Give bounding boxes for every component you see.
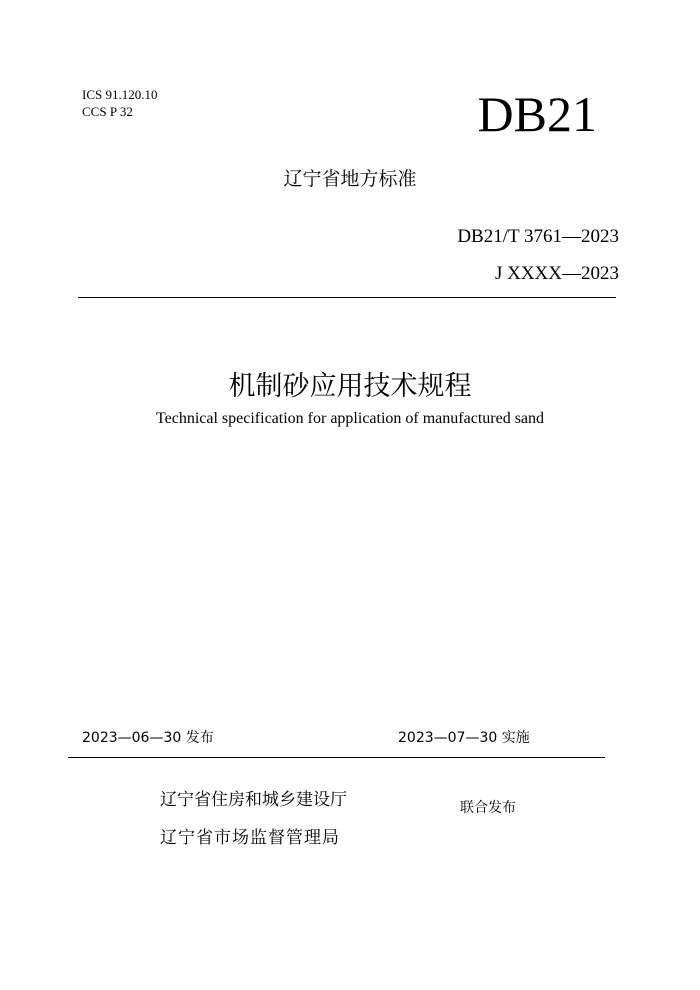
issuing-authority-housing: 辽宁省住房和城乡建设厅 [160, 790, 347, 810]
standard-category: 辽宁省地方标准 [283, 168, 417, 190]
joint-issue-label: 联合发布 [460, 800, 516, 816]
classification-codes [82, 86, 157, 120]
standard-mark: DB21 [477, 86, 597, 142]
ics-code: ICS 91.120.10 [82, 87, 158, 102]
standard-number: DB21/T 3761—2023 [457, 226, 619, 247]
header-divider [78, 297, 616, 298]
document-title-chinese: 机制砂应用技术规程 [228, 371, 472, 402]
footer-divider [68, 757, 605, 758]
record-number: J XXXX—2023 [494, 263, 619, 284]
implementation-date: 2023—07—30 实施 [398, 730, 530, 746]
document-title-english: Technical specification for application of manufactured sand [155, 410, 545, 427]
issue-date: 2023—06—30 发布 [82, 730, 214, 746]
ccs-code: CCS P 32 [82, 104, 133, 119]
issuing-authority-market: 辽宁省市场监督管理局 [160, 828, 340, 848]
